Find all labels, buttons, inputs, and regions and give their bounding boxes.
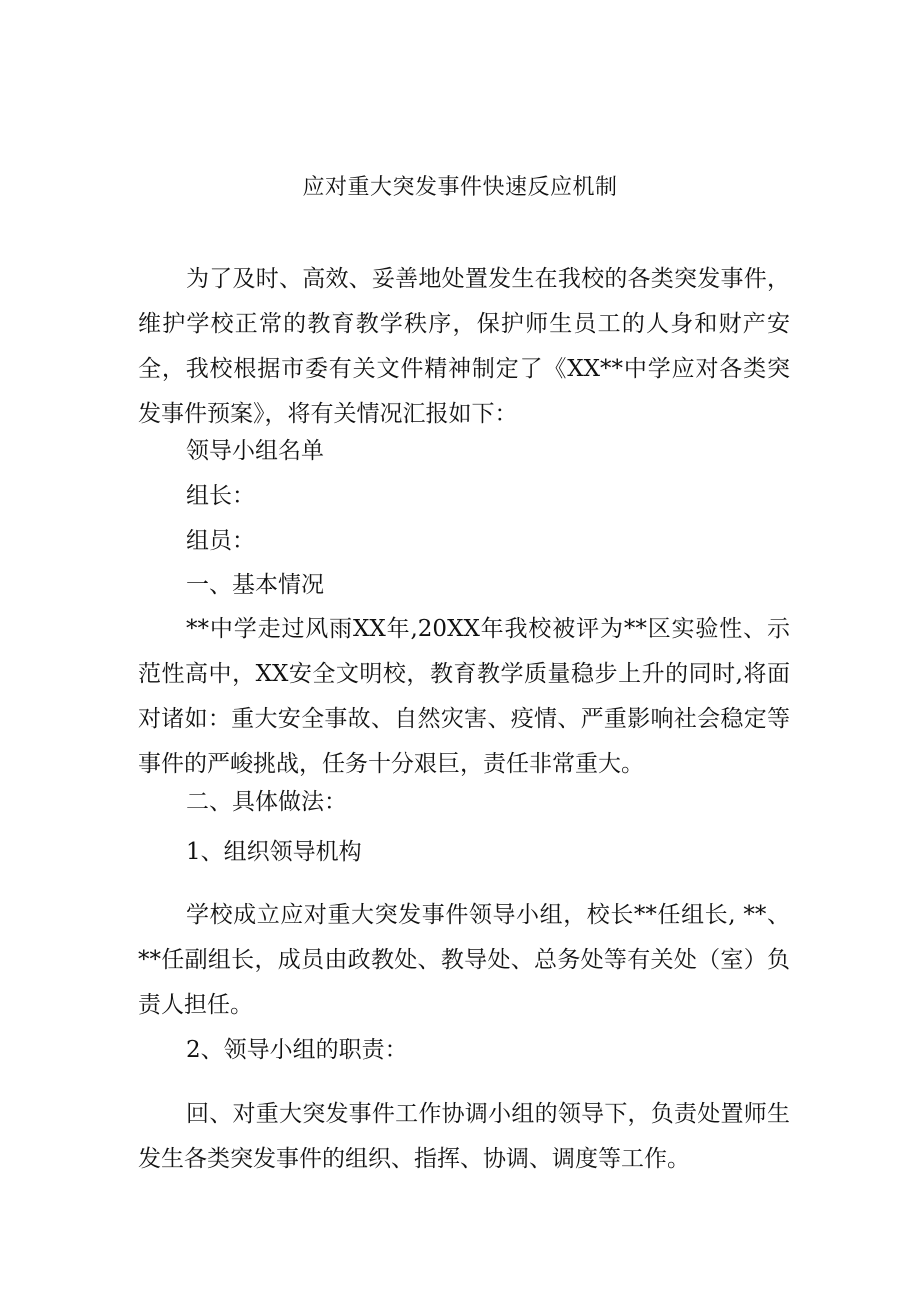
section1-paragraph: **中学走过风雨XX年,20XX年我校被评为**区实验性、示范性高中，XX安全文明校，教育教学质量稳步上升的同时,将面对诸如：重大安全事故、自然灾害、疫情、严重影响社会稳定等事件的严峻挑战，任务十分艰巨，责任非常重大。 xyxy=(138,616,790,777)
intro-paragraph: 为了及时、高效、妥善地处置发生在我校的各类突发事件，维护学校正常的教育教学秩序，保护师生员工的人身和财产安全，我校根据市委有关文件精神制定了《XX**中学应对各类突发事件预案》，将有关情况汇报如下： xyxy=(138,266,790,427)
item1-paragraph: 学校成立应对重大突发事件领导小组，校长**任组长, **、**任副组长，成员由政教处、教导处、总务处等有关处（室）负责人担任。 xyxy=(138,902,790,1018)
leader-label: 组长： xyxy=(186,483,255,509)
section2-heading: 二、具体做法： xyxy=(186,789,347,815)
document-title: 应对重大突发事件快速反应机制 xyxy=(302,175,618,200)
item1-heading: 1、组织领导机构 xyxy=(186,839,362,865)
leadership-list-heading: 领导小组名单 xyxy=(186,438,324,464)
section1-heading: 一、基本情况 xyxy=(186,572,324,598)
members-label: 组员： xyxy=(186,528,255,554)
item2-paragraph: 回、对重大突发事件工作协调小组的领导下，负责处置师生发生各类突发事件的组织、指挥、协调、调度等工作。 xyxy=(138,1101,790,1172)
item2-heading: 2、领导小组的职责： xyxy=(186,1037,408,1063)
